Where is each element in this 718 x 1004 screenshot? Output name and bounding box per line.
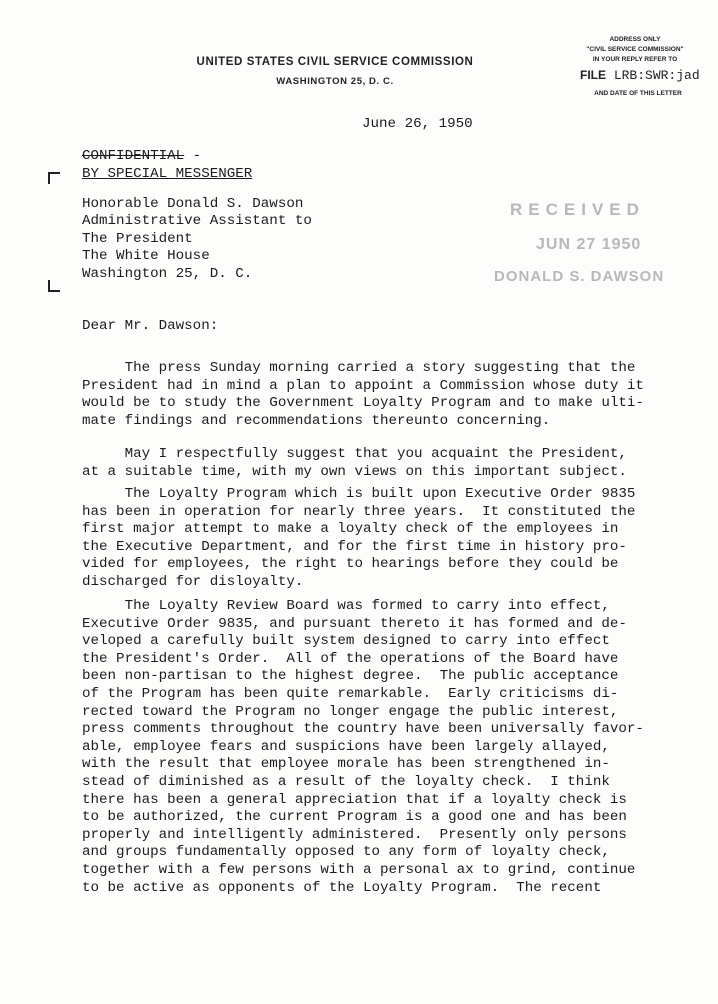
salutation: Dear Mr. Dawson: (82, 318, 219, 334)
reply-instruction-line4: AND DATE OF THIS LETTER (594, 90, 682, 97)
body-paragraph-1: The press Sunday morning carried a story suggesting that the President had in mind a plan to appoint a Commission whose duty it would be to study the Government Loyalty Program and to make ulti- mate findings and recommendations thereunto concerning. (82, 360, 644, 429)
reply-instruction-line1: ADDRESS ONLY (609, 36, 661, 43)
addressee-block: Honorable Donald S. Dawson Administrative Assistant to The President The White House Washington 25, D. C. (82, 196, 312, 282)
reply-instruction-line3: IN YOUR REPLY REFER TO (592, 56, 678, 63)
confidential-dash: - (184, 148, 202, 164)
letterhead-city: WASHINGTON 25, D. C. (276, 76, 394, 87)
file-label: FILE (580, 68, 606, 82)
letterhead-organization: UNITED STATES CIVIL SERVICE COMMISSION (196, 56, 474, 68)
body-paragraph-3: The Loyalty Program which is built upon Executive Order 9835 has been in operation for nearly three years. It constituted the first major attempt to make a loyalty check of the employees in the Executive Department, and for the first time in history pro- vided for employees, the right to hearings before they could be discharged for disloyalty. (82, 486, 636, 590)
confidential-text: CONFIDENTIAL (82, 148, 185, 164)
reply-instruction-line2: "CIVIL SERVICE COMMISSION" (586, 46, 684, 53)
letter-date: June 26, 1950 (362, 116, 473, 132)
corner-mark-bottom (48, 280, 60, 292)
received-stamp-line1: RECEIVED (510, 200, 645, 219)
body-paragraph-2: May I respectfully suggest that you acquaint the President, at a suitable time, with my own views on this important subject. (82, 446, 627, 480)
file-ref-code: LRB:SWR:jad (613, 68, 700, 83)
received-stamp-name: DONALD S. DAWSON (494, 268, 665, 285)
delivery-method: BY SPECIAL MESSENGER (82, 166, 253, 182)
confidential-mark (82, 148, 201, 164)
body-paragraph-4: The Loyalty Review Board was formed to carry into effect, Executive Order 9835, and pursuant thereto it has formed and de- veloped a carefully built system designed to carry into effect the President's Order. All of the operations of the Board have been non-partisan to the highest degree. The public acceptance of the Program has been quite remarkable. Early criticisms di- rected toward the Program no longer engage the public interest, press comments throughout the country have been universally favor- able, employee fears and suspicions have been largely allayed, with the result that employee morale has been strengthened in- stead of diminished as a result of the loyalty check. I think there has been a general appreciation that if a loyalty check is to be authorized, the current Program is a good one and has been properly and intelligently administered. Presently only persons and groups fundamentally opposed to any form of loyalty check, together with a few persons with a personal ax to grind, continue to be active as opponents of the Loyalty Program. The recent (82, 598, 644, 896)
received-stamp-date: JUN 27 1950 (536, 236, 642, 253)
corner-mark-top (48, 172, 60, 184)
file-reference (580, 68, 700, 83)
